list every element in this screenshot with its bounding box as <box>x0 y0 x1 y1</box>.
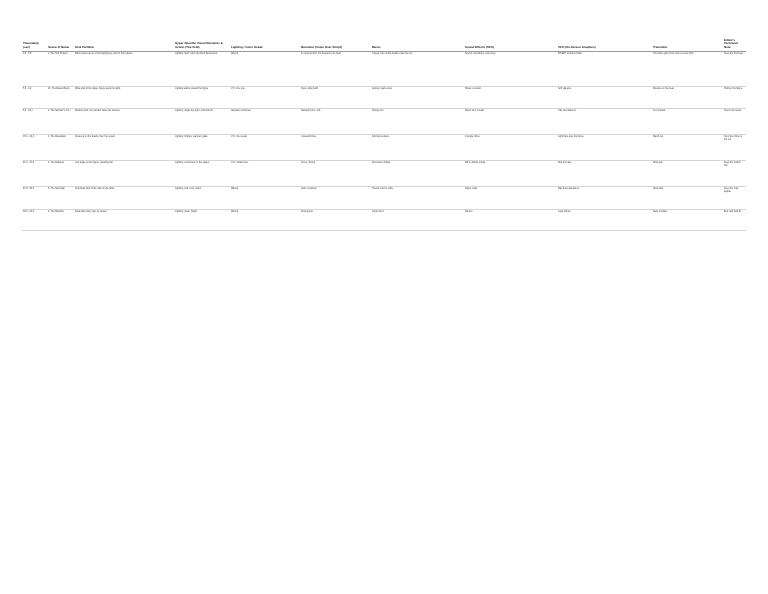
cell-text: Strings rise. <box>372 110 385 113</box>
table-cell <box>652 210 723 231</box>
cell-text: [Silent] <box>231 53 239 56</box>
column-header: Editor's Technical Note <box>723 38 746 52</box>
table-cell <box>230 161 300 187</box>
cell-text: In opening shot, the frequency we hear... <box>301 53 343 56</box>
cell-text: Tense, driving. <box>301 162 316 165</box>
table-cell <box>557 135 652 161</box>
cell-text: Shoes on wood. <box>465 88 482 91</box>
cell-text: Low angle on the figure, standing tall. <box>75 162 114 165</box>
table-cell <box>22 109 47 135</box>
column-header: Music <box>371 38 464 52</box>
table-cell <box>652 109 723 135</box>
table-cell <box>174 161 230 187</box>
cell-text: Calm, resolved. <box>301 188 317 191</box>
table-cell <box>174 109 230 135</box>
table-cell <box>723 187 746 210</box>
cell-text: 1. The Test Chosen <box>48 53 68 56</box>
table-cell <box>47 87 74 109</box>
table-cell <box>652 87 723 109</box>
table-cell <box>74 87 174 109</box>
table-cell <box>22 187 47 210</box>
cell-text: Lighting: single key light, cold side fill. <box>175 110 214 113</box>
cell-text: 5.5 - 9.2 <box>23 88 32 91</box>
table-row <box>22 187 746 210</box>
table-cell <box>47 161 74 187</box>
cell-text: Room tone, breath. <box>465 110 485 113</box>
cell-text: 22.4 - 27.8 <box>23 162 34 165</box>
table-cell <box>723 109 746 135</box>
cell-text: Whip pan. <box>653 162 664 165</box>
cell-text: Lighting warms toward the figure. <box>175 88 209 91</box>
cell-text: Silence. <box>465 211 474 214</box>
cell-text: 30.6 - 34.0 <box>23 211 34 214</box>
cell-text: Dissolve on the beat. <box>653 88 675 91</box>
table-cell <box>174 135 230 161</box>
cell-text: Red tint pass. <box>558 162 573 165</box>
cell-text: INVERT all frame black. <box>558 53 583 56</box>
cell-text: 0.0 - 5.5 <box>23 53 32 56</box>
table-cell <box>300 109 371 135</box>
cell-text: Keep the motion blur. <box>724 162 741 168</box>
table-cell <box>300 87 371 109</box>
cell-text: Sync the chime to the cut. <box>724 136 743 142</box>
cell-text: Lighting: soft, even, warm. <box>175 188 202 191</box>
table-cell <box>371 161 464 187</box>
cell-text: Lighting: red accent on the edges. <box>175 162 210 165</box>
table-cell <box>652 52 723 87</box>
cell-text: Title card fades in. <box>558 110 577 113</box>
cell-text: V.O.: the reveal. <box>231 136 248 139</box>
table-cell <box>557 109 652 135</box>
cell-text: Final chord. <box>372 211 385 214</box>
table-cell <box>230 187 300 210</box>
cell-text: Ambient pad enters. <box>372 88 393 91</box>
table-cell <box>371 52 464 87</box>
cell-text: [Silent] <box>231 211 239 214</box>
cell-text: Close-up on the hands, then the reveal. <box>75 136 116 139</box>
table-cell <box>723 210 746 231</box>
cell-text: Theme returns softly. <box>372 188 394 191</box>
table-cell <box>174 87 230 109</box>
table-row <box>22 109 746 135</box>
cell-text: 3. The Revelation <box>48 136 66 139</box>
table-row <box>22 135 746 161</box>
table-cell <box>464 52 557 87</box>
column-header: Sound Effects (SFX) <box>464 38 557 52</box>
table-cell <box>723 135 746 161</box>
column-header: Transition <box>652 38 723 52</box>
column-header: Hyper-Specific Visual Elements & Action (The Grid) <box>174 38 230 52</box>
cell-text: The frame grid cross cuts to a new shot. <box>653 53 694 56</box>
table-cell <box>371 135 464 161</box>
table-cell <box>74 135 174 161</box>
cell-text: Lighting: hard, cold, top-down fluorescent. <box>175 53 218 56</box>
column-header: Grid Partition <box>74 38 174 52</box>
table-cell <box>652 135 723 161</box>
table-cell <box>47 109 74 135</box>
table-cell <box>230 109 300 135</box>
table-cell <box>557 87 652 109</box>
table-cell <box>300 187 371 210</box>
cell-text: Lighting: clean, bright. <box>175 211 198 214</box>
table-cell <box>230 52 300 87</box>
cell-text: Wide shot of the stage, figure steps into light. <box>75 88 121 91</box>
table-cell <box>22 135 47 161</box>
cell-text: 2. The Narrator's Turn <box>48 110 71 113</box>
cell-text: A powerful line. <box>301 136 317 139</box>
table-cell <box>557 52 652 87</box>
cell-text: Check mic levels. <box>724 110 742 113</box>
table-cell <box>74 210 174 231</box>
column-header: Scene #/ Name <box>47 38 74 52</box>
table-cell <box>300 52 371 87</box>
cell-text: Match cut. <box>653 136 664 139</box>
table-cell <box>371 109 464 135</box>
table-row <box>22 210 746 231</box>
table-row <box>22 52 746 87</box>
table-cell <box>371 187 464 210</box>
cell-text: Lighting: brighter, warmer grade. <box>175 136 209 139</box>
table-cell <box>22 52 47 87</box>
column-header: Timestamp (sec) <box>22 38 47 52</box>
table-cell <box>723 52 746 87</box>
cell-text: 6. The Manifest <box>48 211 64 214</box>
cell-text: A deep, low rumble builds under the cut. <box>372 53 413 56</box>
table-cell <box>464 187 557 210</box>
cell-text: Slow fade. <box>653 188 664 191</box>
table-cell <box>464 87 557 109</box>
cell-text: Closing line. <box>301 211 314 214</box>
table-cell <box>464 161 557 187</box>
cell-text: V.O.: line one. <box>231 88 246 91</box>
cell-text: 15.1 - 22.4 <box>23 136 34 139</box>
cell-text: Keep the map legible. <box>724 188 739 194</box>
cell-text: Macro close-up on a hand gripping a card, lit from above. <box>75 53 134 56</box>
table-cell <box>174 210 230 231</box>
table-cell <box>74 187 174 210</box>
cell-text: Narrator's line, soft. <box>301 110 321 113</box>
cell-text: Soft vignette. <box>558 88 572 91</box>
cell-text: 5. The New Map <box>48 188 65 191</box>
cell-text: 1b. The Dance Begin <box>48 88 70 91</box>
table-cell <box>174 187 230 210</box>
table-row <box>22 87 746 109</box>
table-cell <box>464 109 557 135</box>
cell-text: 9.2 - 15.1 <box>23 110 33 113</box>
table-row <box>22 161 746 187</box>
table-cell <box>723 161 746 187</box>
table-cell <box>300 210 371 231</box>
table-cell <box>74 52 174 87</box>
cell-text: Full theme plays. <box>372 136 390 139</box>
table-cell <box>300 135 371 161</box>
cell-text: Cut to black. <box>653 110 666 113</box>
cell-text: Wind, distant crowd. <box>465 162 486 165</box>
table-cell <box>652 187 723 210</box>
table-cell <box>557 161 652 187</box>
cell-text: Light flare over the frame. <box>558 136 585 139</box>
table-cell <box>652 161 723 187</box>
cell-text: Map lines animate in. <box>558 188 580 191</box>
cell-text: Fade to black. <box>653 211 668 214</box>
table-cell <box>230 135 300 161</box>
table-cell <box>230 87 300 109</box>
cell-text: Medium shot, the narrator faces the camera. <box>75 110 121 113</box>
table-cell <box>47 135 74 161</box>
table-cell <box>723 87 746 109</box>
table-cell <box>22 87 47 109</box>
table-cell <box>464 210 557 231</box>
table-cell <box>174 52 230 87</box>
cell-text: 27.8 - 30.6 <box>23 188 34 191</box>
cell-text: Narration continues. <box>231 110 252 113</box>
table-cell <box>557 210 652 231</box>
table-cell <box>22 161 47 187</box>
table-cell <box>371 87 464 109</box>
cell-text: 4. The Defiance <box>48 162 65 165</box>
cell-text: Sound: card slides, room tone. <box>465 53 497 56</box>
table-cell <box>47 52 74 87</box>
cell-text: Paper rustle. <box>465 188 479 191</box>
table-cell <box>22 210 47 231</box>
cell-text: Keep the first beat. <box>724 53 744 56</box>
cell-text: A single chime. <box>465 136 481 139</box>
cell-text: Overhead shot of the map on the table. <box>75 188 115 191</box>
table-cell <box>557 187 652 210</box>
shot-table <box>22 38 746 231</box>
header-row <box>22 38 746 52</box>
column-header: Narration (Voice Over Script) <box>300 38 371 52</box>
cell-text: Percussion builds. <box>372 162 391 165</box>
cell-text: Final wide shot, logo on screen. <box>75 211 108 214</box>
table-cell <box>230 210 300 231</box>
column-header: VFX (On-Screen Graphics) <box>557 38 652 52</box>
cell-text: Hold on the figure. <box>724 88 743 91</box>
cell-text: Quiet, slow build. <box>301 88 319 91</box>
cell-text: Logo lockup. <box>558 211 572 214</box>
cell-text: [Silent] <box>231 188 239 191</box>
table-cell <box>464 135 557 161</box>
production-sheet <box>22 38 746 231</box>
cell-text: V.O.: defiant line. <box>231 162 249 165</box>
column-header: Lighting / Color Grade <box>230 38 300 52</box>
table-cell <box>300 161 371 187</box>
cell-text: End card held 2s. <box>724 211 742 214</box>
table-cell <box>74 161 174 187</box>
table-cell <box>47 210 74 231</box>
table-cell <box>371 210 464 231</box>
table-cell <box>74 109 174 135</box>
table-cell <box>47 187 74 210</box>
